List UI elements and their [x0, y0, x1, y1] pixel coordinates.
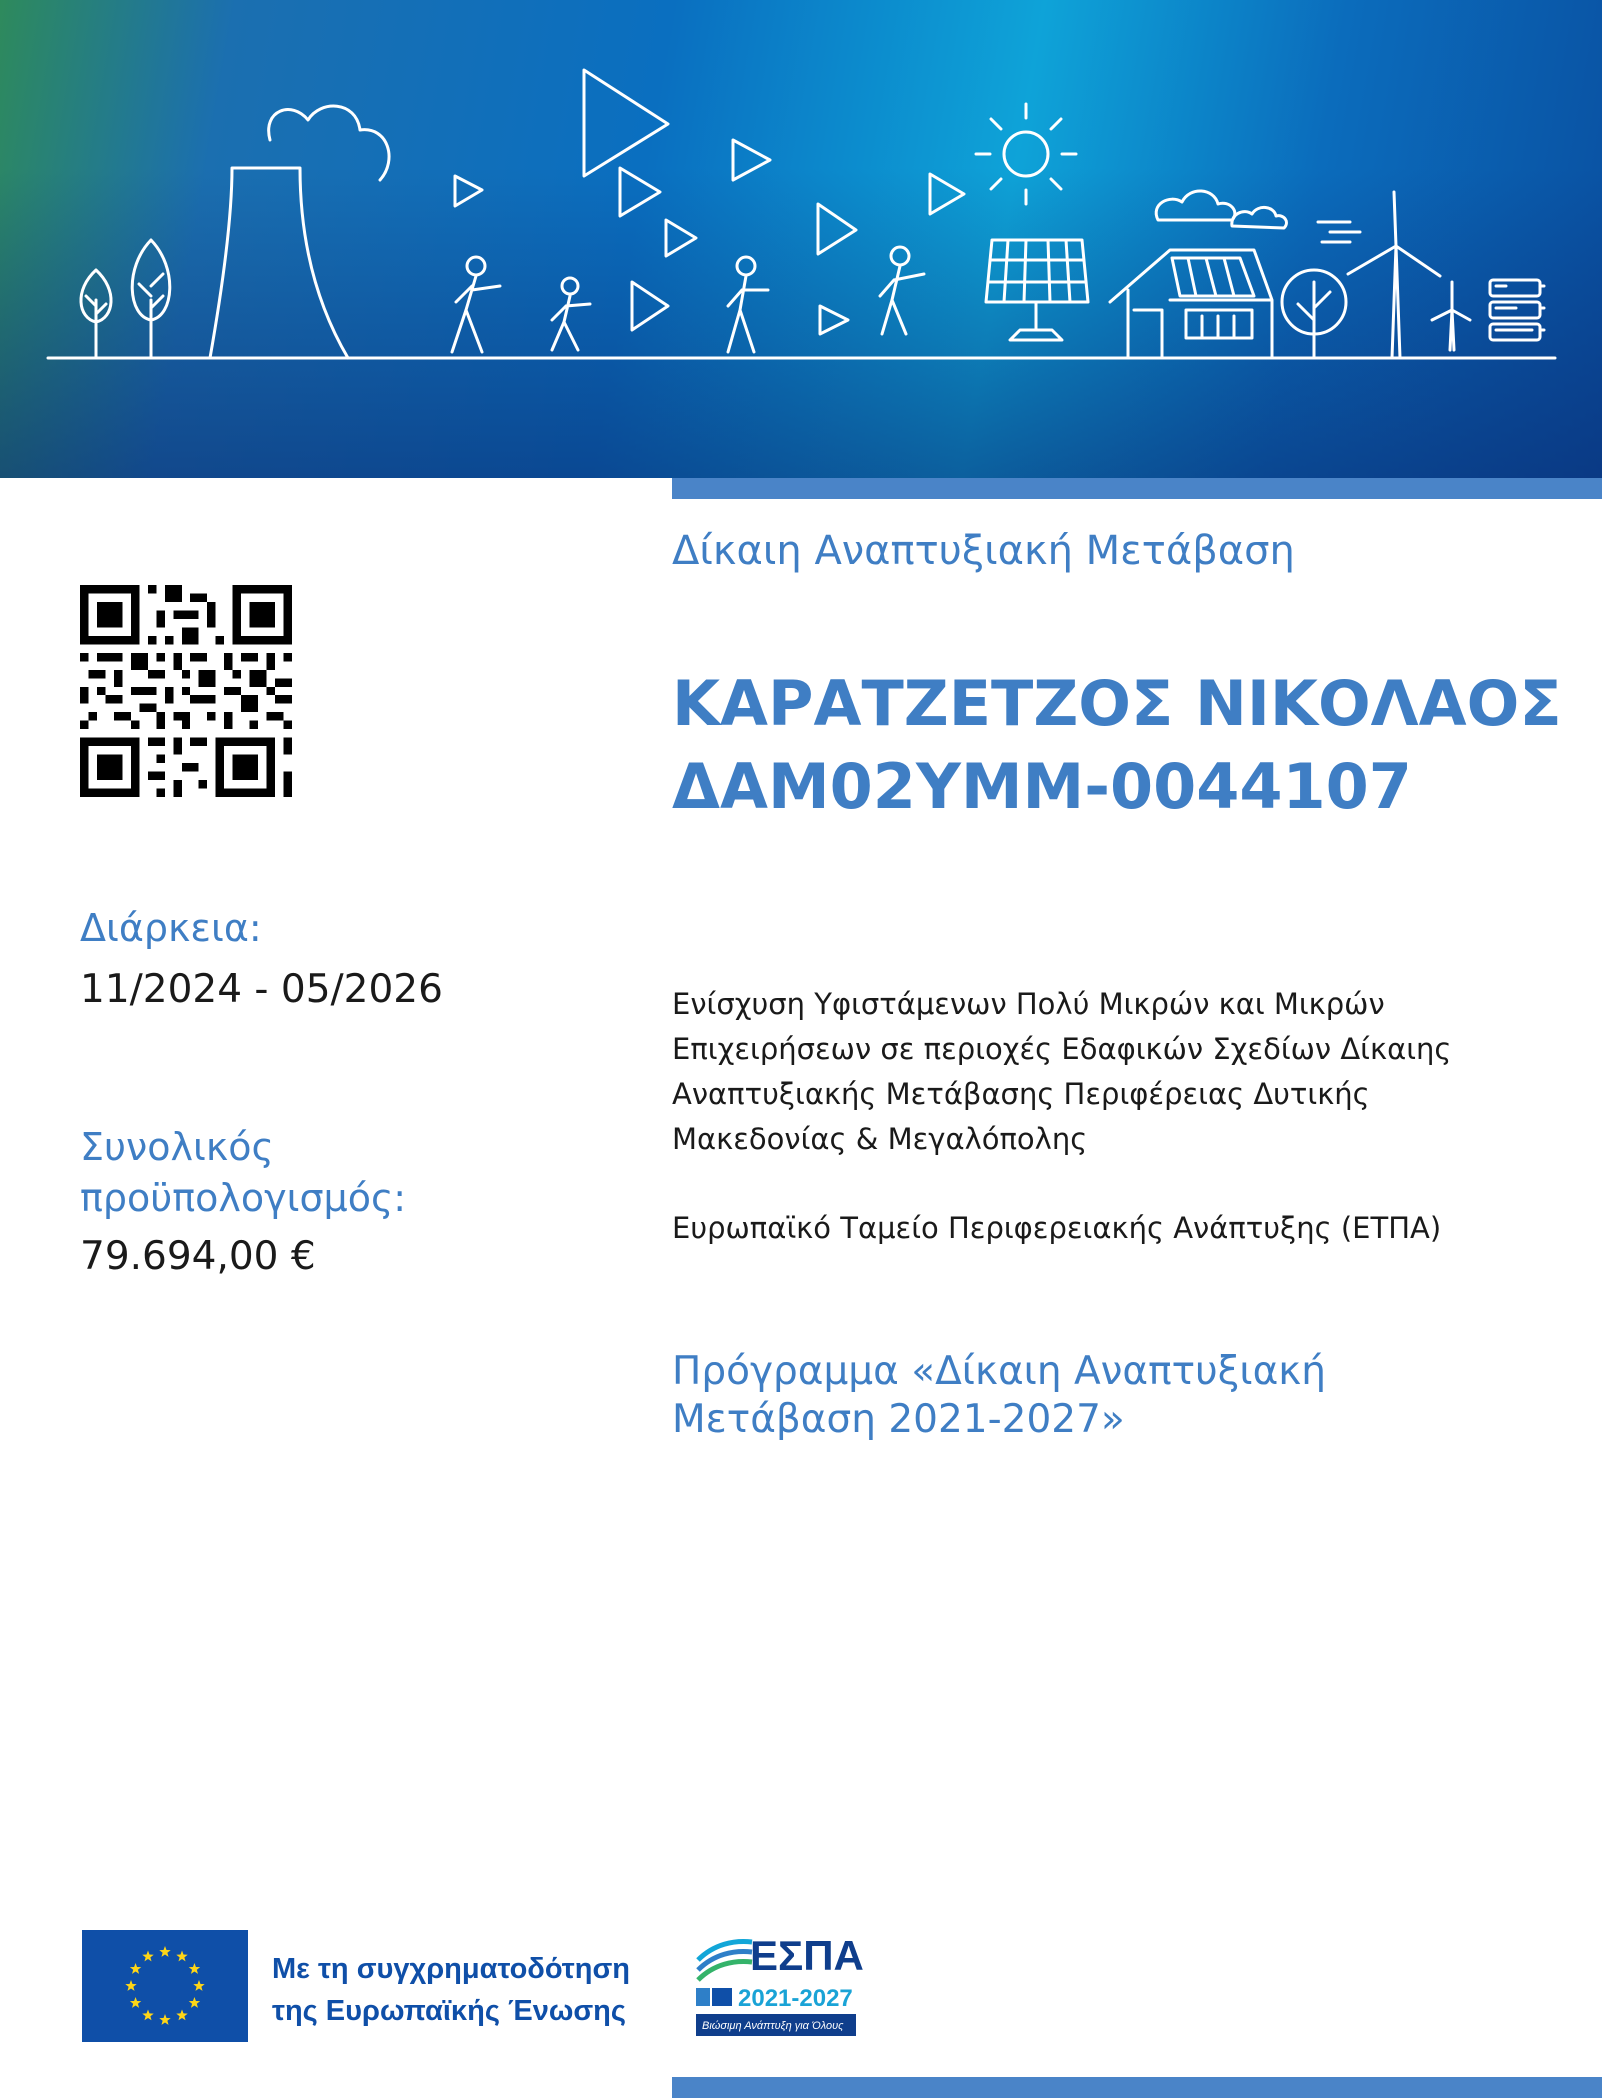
espa-tagline: Βιώσιμη Ανάπτυξη για Όλους: [702, 2020, 844, 2032]
play-arrows-icon: [455, 70, 964, 334]
header-banner: [0, 0, 1602, 478]
project-description: Ενίσχυση Υφιστάμενων Πολύ Μικρών και Μικρών Επιχειρήσεων σε περιοχές Εδαφικών Σχεδίων Δίκαιης Αναπτυξιακής Μετάβασης Περιφέρειας Δυτικής Μακεδονίας & Μεγαλόπολης: [672, 987, 1452, 1156]
battery-icon: [1490, 280, 1544, 340]
eu-star-icon: [176, 2009, 187, 2020]
eu-star-icon: [159, 1946, 170, 1957]
eu-star-icon: [189, 1997, 200, 2008]
espa-title: ΕΣΠΑ: [750, 1932, 864, 1979]
duration-value: 11/2024 - 05/2026: [80, 967, 443, 1012]
fund-name: Ευρωπαϊκό Ταμείο Περιφερειακής Ανάπτυξης (ΕΤΠΑ): [672, 1211, 1442, 1245]
eu-star-icon: [159, 2014, 170, 2025]
clouds-icon: [1156, 191, 1360, 242]
eu-star-icon: [130, 1963, 141, 1974]
qr-code-icon[interactable]: [80, 585, 292, 797]
cooling-tower-icon: [210, 106, 389, 358]
eu-star-icon: [142, 1951, 153, 1962]
tree-icon: [1282, 270, 1346, 358]
budget-label: Συνολικός προϋπολογισμός:: [80, 1125, 407, 1220]
eu-star-icon: [193, 1980, 204, 1991]
espa-logo: [694, 1930, 870, 2038]
trees-icon: [81, 240, 170, 358]
accent-bar-bottom: [672, 2077, 1602, 2098]
eu-flag-icon: [82, 1930, 248, 2042]
beneficiary-name: ΚΑΡΑΤΖΕΤΖΟΣ ΝΙΚΟΛΑΟΣ ΔΑΜ02ΥΜΜ-0044107: [672, 667, 1562, 823]
walking-people-icon: [452, 247, 924, 352]
accent-bar-top: [672, 478, 1602, 499]
eu-star-icon: [189, 1963, 200, 1974]
solar-panel-icon: [986, 240, 1088, 340]
program-title: Δίκαιη Αναπτυξιακή Μετάβαση: [672, 528, 1295, 574]
eu-star-icon: [176, 1951, 187, 1962]
eu-star-icon: [142, 2009, 153, 2020]
espa-years: 2021-2027: [738, 1985, 853, 2012]
eu-cofunding-text: Με τη συγχρηματοδότηση της Ευρωπαϊκής Ένωσης: [272, 1953, 631, 2027]
eu-star-icon: [125, 1980, 136, 1991]
eu-star-icon: [130, 1997, 141, 2008]
duration-label: Διάρκεια:: [80, 906, 262, 950]
program-footer: Πρόγραμμα «Δίκαιη Αναπτυξιακή Μετάβαση 2021-2027»: [672, 1349, 1327, 1442]
budget-value: 79.694,00 €: [80, 1234, 316, 1279]
wind-turbine-icon: [1348, 192, 1470, 358]
solar-house-icon: [1110, 250, 1272, 358]
sun-icon: [976, 104, 1076, 204]
